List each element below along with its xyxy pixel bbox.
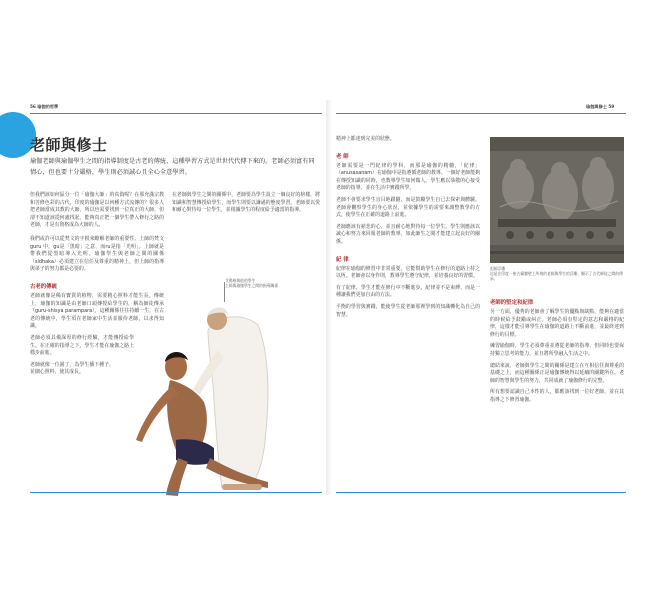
header-rule-left — [30, 113, 322, 114]
left-page-header: 56 瑜伽的哲學 — [30, 104, 59, 109]
col3-paragraph-3: 老師應該有慈悲的心，並且耐心地對待每一位學生。學生則應該以誠心和努力來回報老師的教導，如此師生之間才能建立起良好的關係。 — [336, 223, 480, 245]
header-rule-right — [336, 113, 626, 114]
student-leg — [166, 458, 188, 496]
col1-subheading: 古老的傳統 — [30, 283, 57, 290]
col4-subheading: 老師的堅定和紀律 — [490, 300, 534, 306]
page-title: 老師與修士 — [30, 136, 108, 154]
col3-subheading-teacher: 老 師 — [336, 153, 349, 160]
col3-paragraph-6: 平衡的學習與實踐，能使學生從老師那裡學到的知識轉化為自己的智慧。 — [336, 303, 480, 318]
col1-paragraph-1: 但我們該如何區分一位「瑜伽大師」的真偽呢？在那充滿宗教和苦修色彩的古代，印度的瑜伽是以何種方式流傳的？很多人把老師當成其教的大師，所以也需要找到一位真正的大師，但卻不知道該從何處找起，能夠真正把一個學生帶入修行之路的老師，才是有資格成為大師的人。 — [30, 192, 164, 229]
col3-paragraph-4: 紀律在瑜伽的修習中非常重要，它能幫助學生在修行的道路上持之以恆。老師會以身作則，教導學生遵守紀律，並培養良好的習慣。 — [336, 265, 480, 280]
col4-paragraph-3: 總結來說，老師與學生之間的關係是建立在互相信任與尊重的基礎之上，而這種關係正是瑜伽傳統得以延續的關鍵所在。老師的智慧與學生的努力，共同成就了瑜伽修行的完整。 — [490, 362, 624, 384]
col4-paragraph-1: 另一方面，優秀的老師會了解學生的優點與缺點，能夠在適當的時候給予鼓勵或糾正。老師必須有堅定的意志和嚴格的紀律，這樣才能引導學生在瑜伽的道路上不斷前進，並最終達到修行的目標。 — [490, 309, 624, 338]
teacher-foot — [222, 484, 262, 490]
col1-paragraph-3: 老師就像是稀有寶貴的植物，需要精心照料才能生長。傳統上，瑜伽的知識是由老師口頭傳授給學生的，稱為師徒傳承（guru-shisya parampara），這種關係往往持續一生。在古老的傳統中，學生須在老師家中生活並服侍老師，以求得知識。 — [30, 292, 164, 330]
col1-paragraph-4: 老師必須具備深厚的修行經驗，才能傳授給學生。在正確的指導之下，學生才能在瑜伽之路上穩步前進。 — [30, 334, 134, 357]
col1-paragraph-5: 老師就像一位園丁，為學生播下種子，並細心照料，使其成長。 — [30, 361, 114, 376]
col3-paragraph-2: 老師不會要求學生盲目地跟隨，而是鼓勵學生自己去探索與體驗。老師會觀察學生的身心狀況，並依據學生的需要來調整教學的方式，使學生在正確的道路上前進。 — [336, 196, 480, 219]
right-column-1 — [336, 136, 480, 319]
teacher-student-photo — [118, 290, 328, 500]
col3-subheading-discipline: 紀 律 — [336, 256, 349, 263]
col3-paragraph-5: 有了紀律，學生才能在修行中不斷進步。紀律並不是束縛，而是一種讓我們更加自由的方法。 — [336, 284, 480, 299]
photo-caption: 艾揚格與他的學生 上師與瑜伽學生之間的指導關係 — [225, 278, 279, 288]
intro-paragraph: 瑜伽老師與瑜伽學生之間的指導制度是古老的傳統，這種學習方式是世世代代傳下來的。老師必須富有同情心，但也要十分嚴格，學生則必須誠心且全心全意學習。 — [30, 158, 315, 176]
footer-rule-left — [30, 492, 322, 493]
col4-paragraph-2: 練習瑜伽時，學生必須尊重並遵從老師的指導，但同時也要保持獨立思考的能力，並且將所學融入生活之中。 — [490, 343, 624, 357]
footer-rule-right — [336, 492, 626, 493]
col3-top-line: 精神上都達到完美的狀態。 — [336, 136, 395, 142]
col1-paragraph-2: 我們或許可以從梵文的字根來瞭解老師的重要性。上師的梵文 guru 中，gu是「黑暗」之意，而ru是指「光明」。上師就是帶我們從黑暗導入光明。瑜伽學生與老師之間的關係（sidhaka）必須建立在信任及尊重的精神上，但上師的指導與弟子的努力都是必要的。 — [30, 235, 164, 273]
right-column-2 — [490, 298, 624, 405]
relief-caption: 祖師浮雕 這是在印度一座古廟牆壁上所刻的老師與學生的浮雕，顯示了古代師徒之間的傳承。 — [490, 266, 623, 281]
col3-paragraph-1: 老師需要是一門紀律的學科，而那是瑜伽的精髓，「紀律」（anusasanam）在瑜伽中是指遵循老師的教導。一個好老師能夠在傳授知識的同時，也教導學生如何做人。學生應以恭敬的心接受老師的指導，並在生活中實踐所學。 — [336, 162, 480, 192]
right-page-header: 瑜伽與修士 59 — [586, 104, 615, 109]
stone-relief-image — [490, 137, 624, 263]
col2-paragraph-1: 在老師與學生之間的關係中，老師要為學生設立一個良好的榜樣，將知識和智慧傳授給學生，而學生則要以謙遜的態度學習。老師要以愛和耐心對待每一位學生，並根據學生的程度給予適當的指導。 — [172, 192, 320, 214]
col4-paragraph-4: 所有想要認識自己本性的人，都應該找到一位好老師，並在其指導之下修習瑜伽。 — [490, 389, 624, 403]
left-column-2 — [172, 192, 320, 215]
